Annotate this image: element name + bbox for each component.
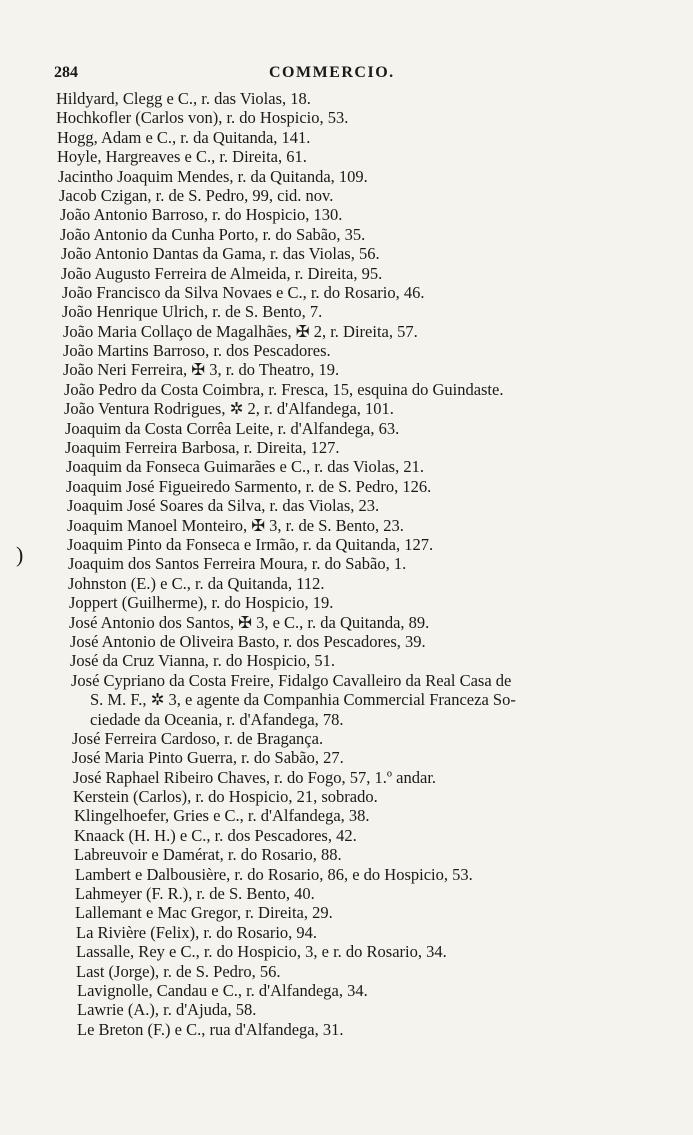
list-item: Hoyle, Hargreaves e C., r. Direita, 61. [57, 147, 307, 167]
list-item: Klingelhoefer, Gries e C., r. d'Alfandega, 38. [74, 806, 370, 826]
list-item: Joaquim Pinto da Fonseca e Irmão, r. da Quitanda, 127. [67, 534, 434, 554]
list-item: João Pedro da Costa Coimbra, r. Fresca, 15, esquina do Guindaste. [64, 379, 504, 399]
list-item: João Antonio Dantas da Gama, r. das Violas, 56. [61, 244, 380, 264]
list-item: José da Cruz Vianna, r. do Hospicio, 51. [70, 651, 335, 671]
list-item: Joaquim José Soares da Silva, r. das Violas, 23. [67, 496, 380, 516]
list-item: Joaquim Manoel Monteiro, ✠ 3, r. de S. Bento, 23. [67, 515, 404, 535]
list-item: Hochkofler (Carlos von), r. do Hospicio, 53. [56, 108, 349, 128]
list-item-continuation: S. M. F., ✲ 3, e agente da Companhia Commercial Franceza So- [90, 690, 516, 710]
list-item: José Raphael Ribeiro Chaves, r. do Fogo, 57, 1.º andar. [73, 767, 437, 787]
list-item: João Neri Ferreira, ✠ 3, r. do Theatro, 19. [63, 360, 340, 380]
list-item: Lassalle, Rey e C., r. do Hospicio, 3, e r. do Rosario, 34. [76, 942, 447, 962]
list-item: João Augusto Ferreira de Almeida, r. Direita, 95. [61, 263, 383, 283]
list-item: Lavignolle, Candau e C., r. d'Alfandega, 34. [77, 980, 368, 1000]
list-item: José Antonio dos Santos, ✠ 3, e C., r. da Quitanda, 89. [69, 612, 430, 632]
directory-list [0, 89, 693, 1039]
list-item: Lahmeyer (F. R.), r. de S. Bento, 40. [75, 884, 315, 904]
page-number: 284 [54, 64, 78, 81]
list-item: La Rivière (Felix), r. do Rosario, 94. [76, 922, 318, 942]
list-item: Joaquim Ferreira Barbosa, r. Direita, 127. [65, 438, 340, 458]
list-item: João Ventura Rodrigues, ✲ 2, r. d'Alfandega, 101. [64, 399, 394, 419]
running-head: COMMERCIO. [269, 64, 395, 81]
list-item: João Henrique Ulrich, r. de S. Bento, 7. [62, 302, 323, 322]
list-item: Jacintho Joaquim Mendes, r. da Quitanda, 109. [58, 166, 368, 186]
list-item: Lallemant e Mac Gregor, r. Direita, 29. [75, 903, 333, 923]
list-item: João Francisco da Silva Novaes e C., r. do Rosario, 46. [62, 282, 425, 302]
list-item: José Antonio de Oliveira Basto, r. dos Pescadores, 39. [70, 631, 426, 651]
list-item: Jacob Czigan, r. de S. Pedro, 99, cid. nov. [59, 185, 334, 205]
list-item: Joaquim da Costa Corrêa Leite, r. d'Alfandega, 63. [65, 418, 400, 438]
list-item: José Maria Pinto Guerra, r. do Sabão, 27. [72, 748, 344, 768]
margin-mark: ) [16, 542, 24, 567]
list-item: Joppert (Guilherme), r. do Hospicio, 19. [69, 593, 334, 613]
list-item: José Cypriano da Costa Freire, Fidalgo Cavalleiro da Real Casa de [71, 670, 512, 690]
list-item: João Maria Collaço de Magalhães, ✠ 2, r. Direita, 57. [63, 321, 418, 341]
list-item: Joaquim José Figueiredo Sarmento, r. de S. Pedro, 126. [66, 476, 432, 496]
list-item-continuation: ciedade da Oceania, r. d'Afandega, 78. [90, 709, 344, 729]
list-item: João Antonio Barroso, r. do Hospicio, 130. [60, 205, 343, 225]
list-item: Le Breton (F.) e C., rua d'Alfandega, 31. [77, 1019, 344, 1039]
list-item: Knaack (H. H.) e C., r. dos Pescadores, 42. [74, 825, 357, 845]
list-item: Hildyard, Clegg e C., r. das Violas, 18. [56, 89, 311, 108]
list-item: João Antonio da Cunha Porto, r. do Sabão, 35. [60, 224, 366, 244]
list-item: Last (Jorge), r. de S. Pedro, 56. [76, 961, 281, 981]
list-item: Lambert e Dalbousière, r. do Rosario, 86, e do Hospicio, 53. [75, 864, 473, 884]
list-item: Labreuvoir e Damérat, r. do Rosario, 88. [74, 845, 342, 865]
list-item: Kerstein (Carlos), r. do Hospicio, 21, sobrado. [73, 787, 378, 807]
list-item: Joaquim dos Santos Ferreira Moura, r. do Sabão, 1. [68, 554, 407, 574]
list-item: Joaquim da Fonseca Guimarães e C., r. das Violas, 21. [66, 457, 424, 477]
list-item: Hogg, Adam e C., r. da Quitanda, 141. [57, 127, 311, 147]
page-header [54, 64, 634, 86]
list-item: Johnston (E.) e C., r. da Quitanda, 112. [68, 573, 325, 593]
list-item: José Ferreira Cardoso, r. de Bragança. [72, 728, 324, 748]
list-item: Lawrie (A.), r. d'Ajuda, 58. [77, 1000, 257, 1020]
list-item: João Martins Barroso, r. dos Pescadores. [63, 341, 331, 361]
